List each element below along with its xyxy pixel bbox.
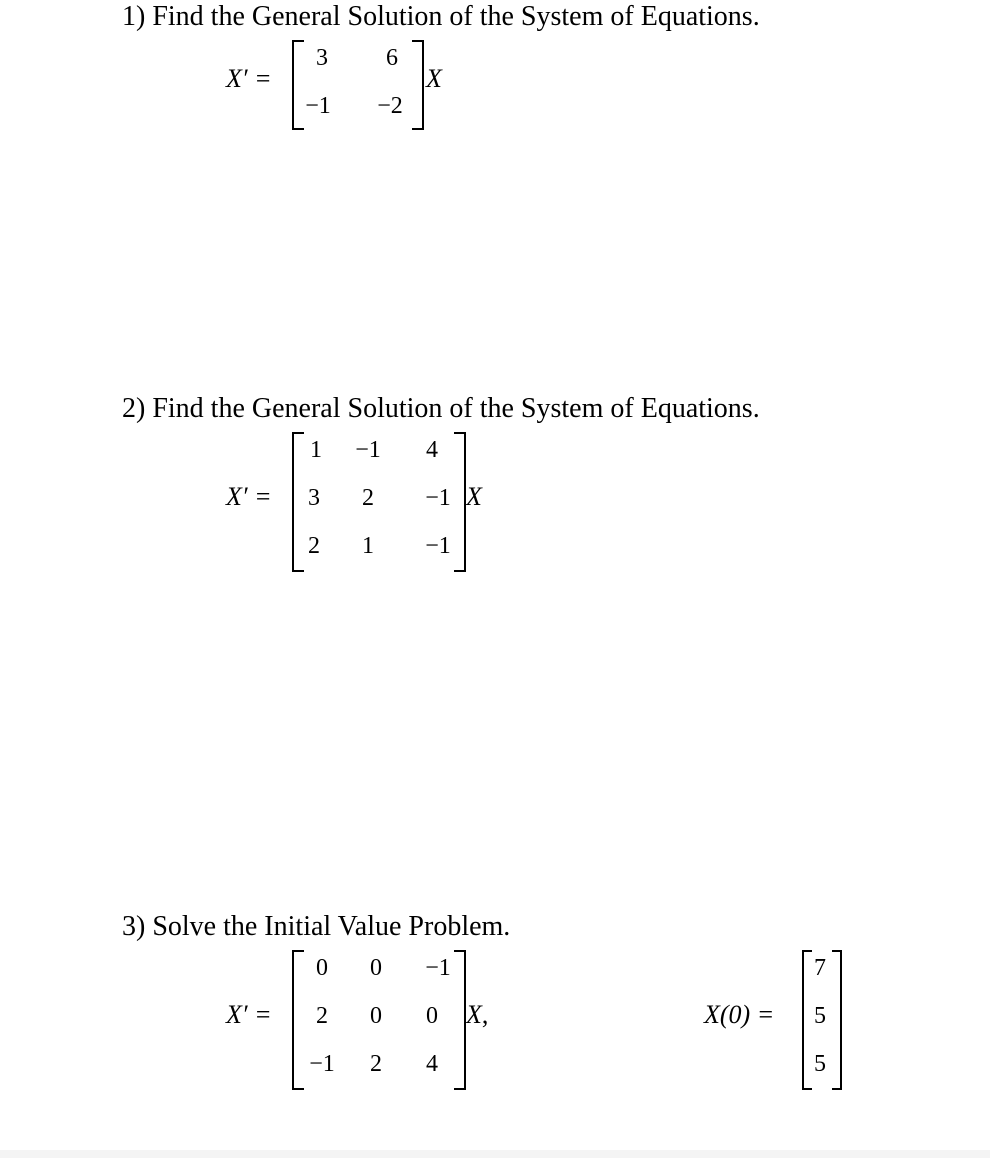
problem-2-right-bracket: [454, 432, 466, 572]
problem-3-rhs: [466, 1000, 488, 1030]
problem-1-left-bracket: [292, 40, 304, 130]
problem-2-cell-2-0: 2: [308, 533, 320, 559]
problem-3-rhs-symbol: X: [466, 1000, 482, 1029]
problem-1-lhs: X′ =: [226, 64, 272, 93]
initial-condition-lhs: X(0) =: [704, 1000, 775, 1029]
initial-vector-entry-2: 5: [814, 1051, 826, 1077]
problem-2-lhs: X′ =: [226, 482, 272, 511]
problem-3-right-bracket: [454, 950, 466, 1090]
problem-1-rhs: X: [426, 64, 442, 93]
problem-1-heading: 1) Find the General Solution of the System of Equations.: [122, 1, 760, 32]
problem-2-cell-1-0: 3: [308, 485, 320, 511]
problem-3-cell-0-1: 0: [370, 955, 382, 981]
problem-1-cell-1-0: −1: [305, 93, 331, 119]
problem-2-cell-2-2: −1: [425, 533, 451, 559]
initial-vector-right-bracket: [832, 950, 842, 1090]
initial-vector-left-bracket: [802, 950, 812, 1090]
problem-3-lhs: X′ =: [226, 1000, 272, 1029]
initial-vector-entry-1: 5: [814, 1003, 826, 1029]
problem-3-left-bracket: [292, 950, 304, 1090]
problem-3-cell-1-0: 2: [316, 1003, 328, 1029]
problem-3-cell-1-2: 0: [426, 1003, 438, 1029]
problem-1-cell-1-1: −2: [377, 93, 403, 119]
problem-2-cell-1-2: −1: [425, 485, 451, 511]
page-bottom-edge: [0, 1150, 990, 1158]
problem-3-cell-2-2: 4: [426, 1051, 438, 1077]
problem-2-cell-0-1: −1: [355, 437, 381, 463]
problem-2-cell-1-1: 2: [362, 485, 374, 511]
problem-3-cell-0-2: −1: [425, 955, 451, 981]
initial-vector-entry-0: 7: [814, 955, 826, 981]
problem-3-rhs-comma: ,: [481, 1000, 489, 1029]
problem-3-cell-2-0: −1: [309, 1051, 335, 1077]
problem-2-cell-0-2: 4: [426, 437, 438, 463]
problem-3-cell-1-1: 0: [370, 1003, 382, 1029]
problem-3-heading: 3) Solve the Initial Value Problem.: [122, 911, 511, 942]
problem-2-cell-2-1: 1: [362, 533, 374, 559]
problem-2-cell-0-0: 1: [310, 437, 322, 463]
problem-1-cell-0-0: 3: [316, 45, 328, 71]
problem-1-right-bracket: [412, 40, 424, 130]
problem-3-cell-0-0: 0: [316, 955, 328, 981]
problem-3-cell-2-1: 2: [370, 1051, 382, 1077]
problem-2-left-bracket: [292, 432, 304, 572]
problem-2-rhs: X: [466, 482, 482, 511]
problem-2-heading: 2) Find the General Solution of the System of Equations.: [122, 393, 760, 424]
problem-1-cell-0-1: 6: [386, 45, 398, 71]
